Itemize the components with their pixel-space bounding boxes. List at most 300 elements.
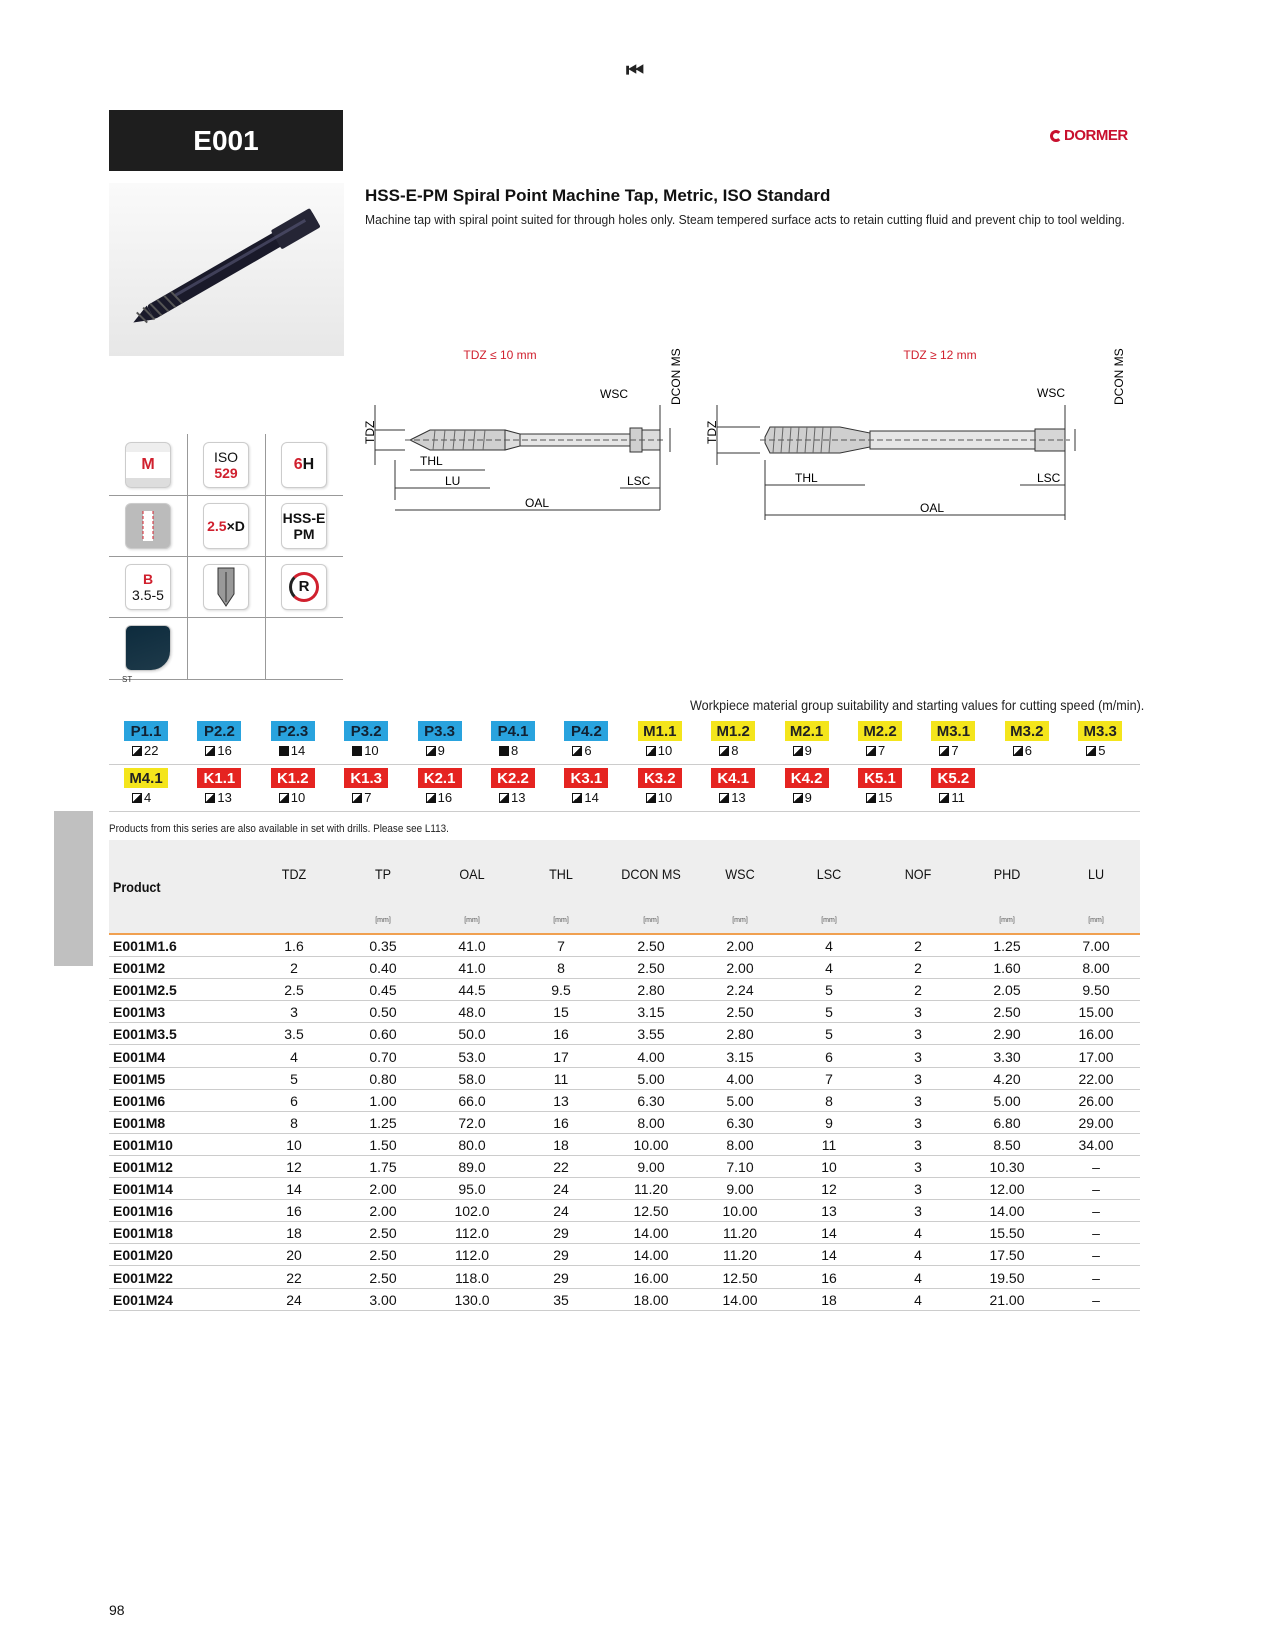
cutting-speed-value: 4 [144,790,152,805]
table-cell: 6.30 [637,1092,665,1109]
oal-label-left: OAL [525,496,550,510]
table-cell: 41.0 [458,938,486,954]
iso-number: 529 [214,464,238,481]
table-cell: 3.15 [637,1004,665,1021]
table-cell: 89.0 [458,1159,486,1175]
material-group-badge: K2.2 [491,768,535,788]
table-cell: 9.50 [1082,982,1110,999]
first-page-button[interactable]: ⏮ [626,60,641,82]
cutting-speed [132,743,158,758]
table-cell: 3.5 [284,1026,304,1043]
table-cell: 0.70 [369,1048,397,1065]
material-group-badge: K2.1 [418,768,462,788]
thl-label-right: THL [795,471,818,485]
cutting-speed [939,743,958,758]
table-cell: 8 [825,1092,833,1109]
table-cell: 4.20 [993,1070,1021,1087]
table-cell: 17.50 [989,1247,1025,1264]
material-group-badge: K4.1 [711,768,755,788]
table-cell: 0.50 [369,1004,397,1021]
table-cell: 48.0 [458,1004,486,1021]
table-cell: 7.10 [726,1159,754,1175]
table-cell: 12 [821,1181,837,1198]
depth-icon [203,503,249,549]
table-cell: 5 [825,1026,833,1043]
table-cell: 10 [821,1159,837,1175]
depth-number: 2.5 [207,517,227,534]
cutting-speed [719,790,745,805]
product-code-cell: E001M6 [113,1092,166,1109]
materials-caption: Workpiece material group suitability and starting values for cutting speed (m/min). [690,697,1145,713]
table-cell: 9 [825,1114,833,1131]
table-cell: 2.50 [637,960,665,977]
column-unit: [mm] [732,917,748,924]
column-header: TP [374,866,392,882]
table-cell: 2.00 [726,938,754,954]
table-cell: 6.30 [726,1114,754,1131]
material-group-badge: K3.1 [564,768,608,788]
product-code-cell: E001M10 [113,1136,173,1153]
material-group-badge: P4.1 [491,721,535,741]
table-cell: 2.50 [369,1247,397,1264]
table-cell: 2.50 [369,1225,397,1242]
table-cell: 29.00 [1078,1114,1114,1131]
tolerance-number: 6 [293,455,303,473]
table-cell: 14 [286,1181,302,1198]
material-group-badge: M3.1 [931,721,975,741]
table-cell: 11 [821,1136,837,1153]
table-cell: 16 [286,1203,302,1220]
through-hole-graphic [133,511,163,541]
right-diagram-caption: TDZ ≥ 12 mm [903,348,977,362]
table-cell: 26.00 [1078,1092,1114,1109]
table-cell: 58.0 [458,1070,486,1087]
table-cell: 5 [825,982,833,999]
table-cell: – [1092,1159,1100,1175]
table-cell: 14.00 [722,1291,758,1308]
table-cell: 130.0 [454,1291,490,1308]
product-code-cell: E001M18 [113,1225,173,1242]
table-cell: 8 [290,1114,298,1131]
table-cell: 18 [553,1136,569,1153]
chamfer-range: 3.5-5 [132,586,164,603]
spiral-point-icon [203,564,249,610]
cutting-speed [866,790,892,805]
cutting-speed [1086,743,1105,758]
table-row [109,1068,1140,1090]
cutting-speed-value: 7 [878,743,886,758]
table-cell: 112.0 [455,1247,489,1264]
material-icon [281,503,327,549]
material-group-badge: P4.2 [564,721,608,741]
table-cell: 18 [286,1225,302,1242]
cutting-speed [646,743,672,758]
material-line2: PM [293,525,315,542]
table-cell: 29 [553,1269,569,1286]
partial-suitability-icon [426,793,436,803]
product-code-cell: E001M3 [113,1004,166,1021]
brand-logo [1050,127,1128,144]
material-group-badge: K1.1 [197,768,241,788]
table-row [109,1134,1140,1156]
table-cell: 3.00 [369,1291,397,1308]
cutting-speed [205,790,231,805]
table-cell: 12.50 [722,1269,758,1286]
table-cell: 4 [825,938,833,954]
table-cell: 41.0 [458,960,486,977]
table-cell: 3 [914,1203,922,1220]
column-header: WSC [725,866,755,882]
table-cell: 24 [286,1291,302,1308]
table-cell: 5 [290,1070,298,1087]
table-cell: 7 [825,1070,833,1087]
dcon-label-right: DCON MS [1112,348,1126,405]
cutting-speed [719,743,738,758]
table-cell: 80.0 [458,1136,486,1153]
column-header: Product [113,879,161,895]
iso-label: ISO [213,448,239,465]
table-cell: 5.00 [993,1092,1021,1109]
table-cell: 15 [553,1004,569,1021]
table-cell: 21.00 [989,1291,1025,1308]
thread-type-icon [125,442,171,488]
table-cell: 6.80 [993,1114,1021,1131]
table-row [109,1046,1140,1068]
table-cell: 22 [553,1159,569,1175]
table-cell: 2 [914,960,922,977]
table-cell: 0.45 [369,982,397,999]
table-cell: 14.00 [633,1225,669,1242]
tdz-label-left: TDZ [363,420,377,444]
table-cell: 66.0 [458,1092,486,1109]
product-code-cell: E001M1.6 [113,938,177,954]
partial-suitability-icon [132,746,142,756]
partial-suitability-icon [719,793,729,803]
column-header: OAL [459,866,485,882]
table-cell: 16 [821,1269,837,1286]
set-note: Products from this series are also available in set with drills. Please see L113. [109,823,449,835]
table-cell: 0.80 [369,1070,397,1087]
table-cell: 102.0 [454,1203,490,1220]
table-row [109,1289,1140,1311]
lsc-label-right: LSC [1037,471,1061,485]
table-cell: 3.55 [637,1026,665,1043]
table-cell: 4 [914,1247,922,1264]
table-cell: 14 [821,1247,837,1264]
table-cell: 2.50 [369,1269,397,1286]
table-cell: 4 [914,1269,922,1286]
table-cell: 6 [290,1092,298,1109]
table-cell: – [1092,1181,1100,1198]
table-cell: 2.00 [369,1203,397,1220]
table-cell: 1.25 [369,1114,397,1131]
table-cell: 3.15 [726,1048,754,1065]
table-cell: 72.0 [458,1114,486,1131]
partial-suitability-icon [205,746,215,756]
cutting-speed [499,743,518,758]
table-cell: 2 [914,982,922,999]
partial-suitability-icon [1086,746,1096,756]
table-cell: 34.00 [1078,1136,1114,1153]
partial-suitability-icon [279,793,289,803]
partial-suitability-icon [939,746,949,756]
table-cell: 18.00 [633,1291,669,1308]
column-header: PHD [993,866,1021,882]
product-title: HSS-E-PM Spiral Point Machine Tap, Metric, ISO Standard [365,186,831,205]
table-cell: 12.00 [989,1181,1025,1198]
table-cell: 16.00 [1078,1026,1114,1043]
dimension-diagram [365,345,1145,545]
table-cell: – [1092,1247,1100,1264]
table-cell: 8.00 [637,1114,665,1131]
material-group-badge: M3.3 [1078,721,1122,741]
cutting-speed [499,790,525,805]
column-header: TDZ [281,866,307,882]
table-cell: 10.30 [989,1159,1025,1175]
material-group-badge: K1.2 [271,768,315,788]
table-cell: 16.00 [633,1269,669,1286]
cutting-speed-value: 13 [217,790,232,805]
partial-suitability-icon [646,746,656,756]
table-row [109,979,1140,1001]
spiral-point-graphic [214,568,238,606]
cutting-speed [279,743,305,758]
material-line1: HSS-E [282,509,326,526]
tdz-label-right: TDZ [705,420,719,444]
partial-suitability-icon [572,746,582,756]
cutting-speed-value: 14 [584,790,599,805]
table-cell: 12.50 [633,1203,669,1220]
table-row [109,935,1140,957]
table-cell: 6 [825,1048,833,1065]
table-cell: 5 [825,1004,833,1021]
material-group-badge: M1.1 [638,721,682,741]
through-hole-icon [125,503,171,549]
column-unit: [mm] [1088,917,1104,924]
table-cell: 14 [821,1225,837,1242]
table-cell: 12 [286,1159,302,1175]
cutting-speed-value: 9 [804,743,812,758]
partial-suitability-icon [572,793,582,803]
table-cell: 5.00 [726,1092,754,1109]
partial-suitability-icon [1013,746,1023,756]
partial-suitability-icon [352,793,362,803]
column-unit: [mm] [821,917,837,924]
cutting-speed-value: 13 [511,790,526,805]
partial-suitability-icon [939,793,949,803]
table-cell: 18 [821,1291,837,1308]
cutting-speed-value: 8 [511,743,519,758]
surface-label: ST [122,674,133,684]
product-code-cell: E001M3.5 [113,1026,177,1043]
table-cell: 3.30 [993,1048,1021,1065]
thread-type-label: M [141,455,155,473]
material-group-badge: M1.2 [711,721,755,741]
cutting-speed-value: 8 [731,743,739,758]
product-code-cell: E001M4 [113,1048,166,1065]
cutting-speed-value: 7 [951,743,959,758]
table-cell: 11.20 [634,1181,668,1198]
table-cell: 2.05 [993,982,1021,999]
material-group-badge: P3.3 [418,721,462,741]
table-cell: – [1092,1225,1100,1242]
table-row [109,1112,1140,1134]
cutting-speed [205,743,231,758]
tolerance-icon [281,442,327,488]
table-cell: 16 [553,1114,569,1131]
cutting-speed-value: 9 [437,743,445,758]
table-cell: 11.20 [723,1247,757,1264]
tolerance-letter: H [302,455,315,473]
cutting-speed-value: 7 [364,790,372,805]
table-cell: 16 [553,1026,569,1043]
table-cell: 2.00 [369,1181,397,1198]
cutting-speed-value: 15 [878,790,893,805]
cutting-speed-value: 6 [584,743,592,758]
table-cell: 10 [286,1136,302,1153]
product-code-cell: E001M5 [113,1070,166,1087]
table-cell: – [1092,1291,1100,1308]
table-cell: 9.00 [726,1181,754,1198]
table-cell: 15.50 [989,1225,1025,1242]
table-cell: 2 [914,938,922,954]
table-cell: 13 [821,1203,837,1220]
material-group-badge: M2.1 [785,721,829,741]
table-cell: 9.5 [551,982,571,999]
table-cell: 4 [825,960,833,977]
tap-image [109,183,344,356]
column-unit: [mm] [464,917,480,924]
table-cell: 24 [553,1203,569,1220]
cutting-speed [1013,743,1032,758]
table-cell: 3 [914,1092,922,1109]
table-row [109,1267,1140,1289]
material-group-badge: P2.3 [271,721,315,741]
wsc-label-left: WSC [600,387,628,401]
partial-suitability-icon [793,746,803,756]
chamfer-icon [125,564,171,610]
table-cell: 3 [914,1136,922,1153]
table-cell: – [1092,1269,1100,1286]
cutting-speed-value: 10 [657,790,673,805]
steam-tempered-surface-icon [122,625,171,684]
feature-icon-grid [109,434,343,684]
cutting-speed [793,790,812,805]
cutting-speed-value: 22 [144,743,159,758]
brand-name: DORMER [1064,127,1128,144]
product-code-cell: E001M12 [113,1159,173,1175]
table-cell: 20 [286,1247,302,1264]
table-row [109,1244,1140,1266]
rotation-symbol: R [289,572,319,602]
lsc-label-left: LSC [627,474,651,488]
table-cell: – [1092,1203,1100,1220]
table-cell: 35 [553,1291,569,1308]
page-number: 98 [109,1602,125,1618]
depth-suffix: ×D [226,517,245,534]
chamfer-letter: B [142,570,154,587]
table-cell: 3 [914,1070,922,1087]
column-unit: [mm] [375,917,391,924]
column-header: LU [1087,866,1105,882]
table-cell: 112.0 [455,1225,489,1242]
table-cell: 29 [553,1247,569,1264]
brand-mark-icon [1050,130,1062,142]
table-cell: 3 [914,1004,922,1021]
table-cell: 2 [290,960,298,977]
table-cell: 29 [553,1225,569,1242]
table-cell: 11 [553,1070,569,1087]
table-cell: 44.5 [458,982,486,999]
table-cell: 2.24 [726,982,754,999]
cutting-speed [279,790,305,805]
table-cell: 11.20 [723,1225,757,1242]
section-side-tab [54,811,93,966]
cutting-speed [866,743,885,758]
table-row [109,1090,1140,1112]
cutting-speed-value: 5 [1098,743,1106,758]
product-code-cell: E001M2 [113,960,166,977]
table-cell: 1.25 [993,938,1021,954]
cutting-speed-value: 10 [657,743,673,758]
product-code-cell: E001M16 [113,1203,173,1220]
cutting-speed-value: 16 [217,743,232,758]
partial-suitability-icon [205,793,215,803]
right-tap-drawing [760,427,1070,453]
product-code-cell: E001M8 [113,1114,166,1131]
wsc-label-right: WSC [1037,386,1065,400]
table-cell: 3 [914,1114,922,1131]
lu-label-left: LU [445,474,461,488]
table-cell: 2.80 [637,982,665,999]
table-row [109,1178,1140,1200]
table-cell: 1.75 [369,1159,397,1175]
cutting-speed [572,790,598,805]
full-suitability-icon [279,746,289,756]
material-group-badge: K5.2 [931,768,975,788]
table-cell: 22.00 [1078,1070,1114,1087]
table-cell: 2.50 [637,938,665,954]
table-cell: 14.00 [633,1247,669,1264]
table-cell: 24 [553,1181,569,1198]
cutting-speed [426,743,445,758]
column-header: THL [549,866,573,882]
table-cell: 17 [553,1048,569,1065]
cutting-speed-value: 10 [290,790,306,805]
table-cell: 2.80 [726,1026,754,1043]
table-cell: 3 [914,1048,922,1065]
full-suitability-icon [499,746,509,756]
partial-suitability-icon [866,793,876,803]
thl-label-left: THL [420,454,443,468]
material-group-badge: K4.2 [785,768,829,788]
column-header: LSC [816,866,842,882]
cutting-speed [793,743,812,758]
left-tap-drawing [405,428,665,452]
table-cell: 3 [914,1026,922,1043]
dcon-label-left: DCON MS [669,348,683,405]
partial-suitability-icon [866,746,876,756]
table-cell: 3 [914,1181,922,1198]
table-cell: 3 [914,1159,922,1175]
cutting-speed [352,790,371,805]
table-row [109,1200,1140,1222]
full-suitability-icon [352,746,362,756]
table-cell: 10.00 [722,1203,758,1220]
material-group-badge: P2.2 [197,721,241,741]
partial-suitability-icon [646,793,656,803]
table-cell: 8.00 [1082,960,1110,977]
